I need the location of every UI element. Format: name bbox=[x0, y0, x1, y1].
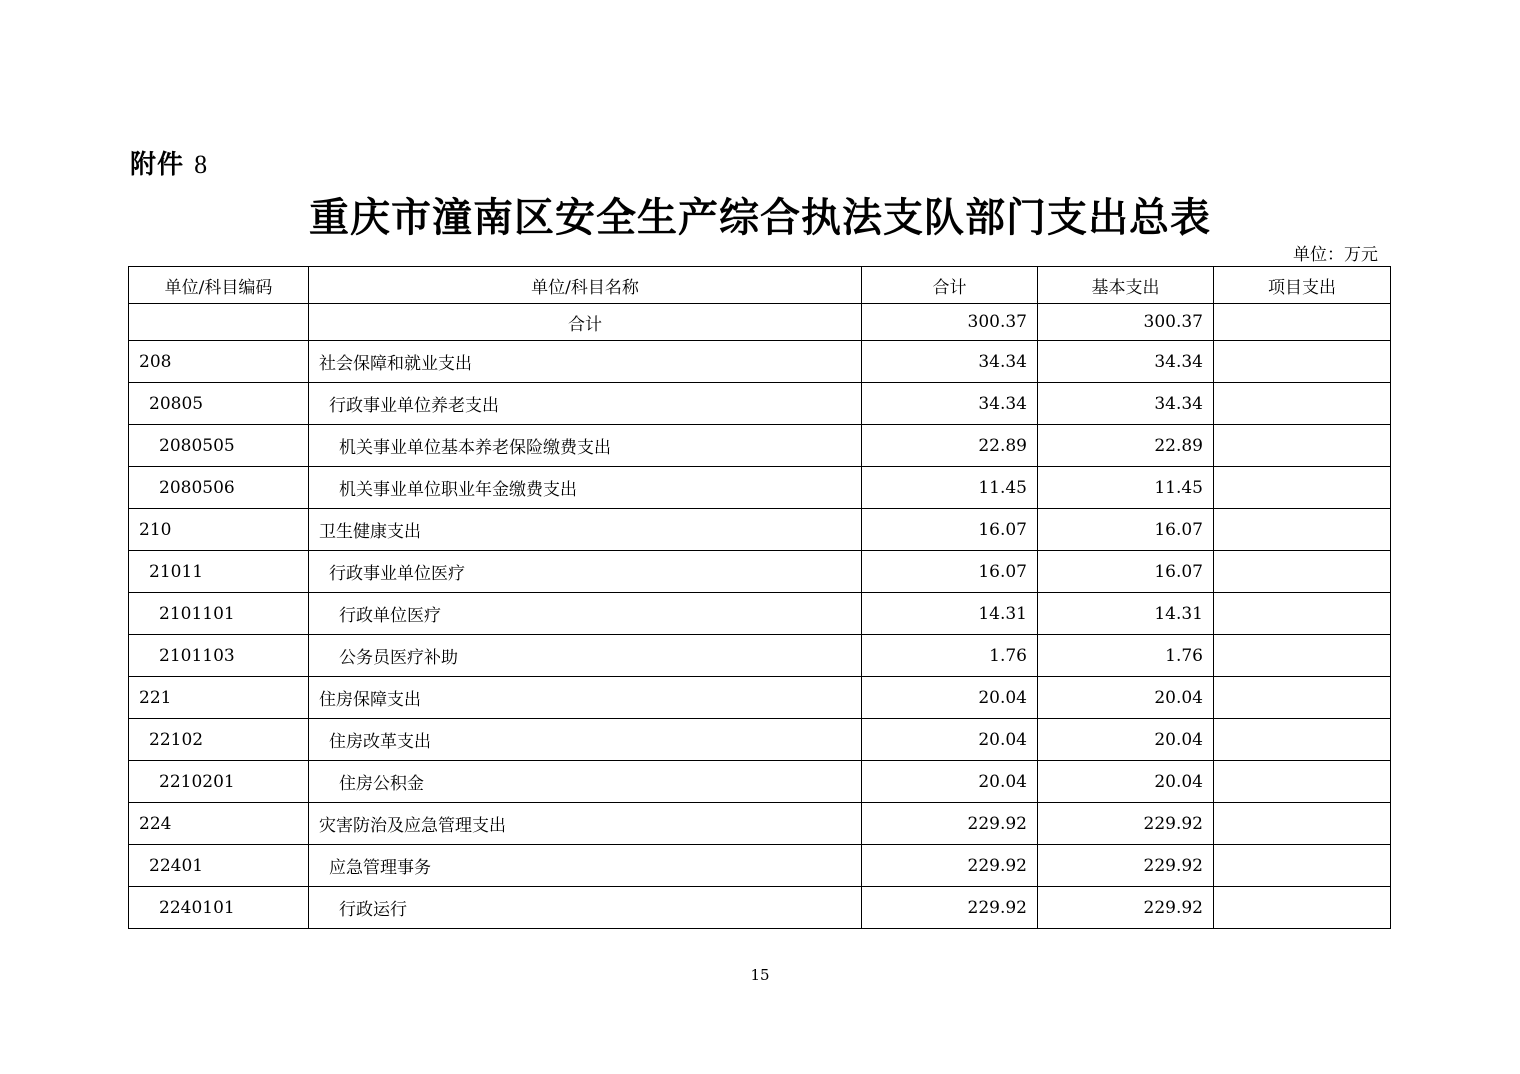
cell-basic: 20.04 bbox=[1038, 761, 1214, 803]
table-row bbox=[129, 509, 1391, 551]
cell-total: 1.76 bbox=[862, 635, 1038, 677]
cell-code: 21011 bbox=[129, 551, 309, 593]
cell-project bbox=[1214, 635, 1391, 677]
cell-name: 社会保障和就业支出 bbox=[309, 341, 862, 383]
cell-project bbox=[1214, 509, 1391, 551]
cell-basic: 20.04 bbox=[1038, 677, 1214, 719]
cell-code bbox=[129, 304, 309, 341]
cell-code: 2080505 bbox=[129, 425, 309, 467]
cell-basic: 229.92 bbox=[1038, 887, 1214, 929]
column-header-basic: 基本支出 bbox=[1038, 267, 1214, 304]
attachment-text: 附件 bbox=[130, 150, 185, 180]
cell-name: 机关事业单位职业年金缴费支出 bbox=[309, 467, 862, 509]
table-row bbox=[129, 887, 1391, 929]
cell-name: 行政运行 bbox=[309, 887, 862, 929]
page-number: 15 bbox=[750, 966, 770, 984]
table-row bbox=[129, 845, 1391, 887]
cell-basic: 34.34 bbox=[1038, 383, 1214, 425]
cell-project bbox=[1214, 551, 1391, 593]
cell-code: 2240101 bbox=[129, 887, 309, 929]
cell-code: 22102 bbox=[129, 719, 309, 761]
cell-total: 20.04 bbox=[862, 761, 1038, 803]
expenditure-table bbox=[128, 266, 1391, 929]
cell-code: 224 bbox=[129, 803, 309, 845]
cell-basic: 14.31 bbox=[1038, 593, 1214, 635]
cell-project bbox=[1214, 304, 1391, 341]
table-header-row bbox=[129, 267, 1391, 304]
cell-name: 住房改革支出 bbox=[309, 719, 862, 761]
cell-name: 卫生健康支出 bbox=[309, 509, 862, 551]
table-row bbox=[129, 635, 1391, 677]
column-header-code: 单位/科目编码 bbox=[129, 267, 309, 304]
attachment-number: 8 bbox=[194, 150, 209, 179]
cell-project bbox=[1214, 845, 1391, 887]
cell-basic: 34.34 bbox=[1038, 341, 1214, 383]
cell-total: 229.92 bbox=[862, 803, 1038, 845]
cell-code: 221 bbox=[129, 677, 309, 719]
attachment-label bbox=[130, 144, 208, 181]
cell-basic: 22.89 bbox=[1038, 425, 1214, 467]
cell-total: 300.37 bbox=[862, 304, 1038, 341]
cell-basic: 1.76 bbox=[1038, 635, 1214, 677]
cell-project bbox=[1214, 677, 1391, 719]
table-row bbox=[129, 341, 1391, 383]
cell-basic: 229.92 bbox=[1038, 803, 1214, 845]
cell-project bbox=[1214, 719, 1391, 761]
cell-code: 20805 bbox=[129, 383, 309, 425]
cell-code: 2080506 bbox=[129, 467, 309, 509]
table-total-row bbox=[129, 304, 1391, 341]
cell-project bbox=[1214, 887, 1391, 929]
table-row bbox=[129, 719, 1391, 761]
table-row bbox=[129, 551, 1391, 593]
cell-project bbox=[1214, 467, 1391, 509]
cell-total: 34.34 bbox=[862, 383, 1038, 425]
cell-project bbox=[1214, 341, 1391, 383]
table-row bbox=[129, 593, 1391, 635]
table-row bbox=[129, 425, 1391, 467]
cell-project bbox=[1214, 761, 1391, 803]
cell-total: 22.89 bbox=[862, 425, 1038, 467]
cell-project bbox=[1214, 803, 1391, 845]
table-row bbox=[129, 761, 1391, 803]
cell-name: 灾害防治及应急管理支出 bbox=[309, 803, 862, 845]
cell-total: 16.07 bbox=[862, 509, 1038, 551]
cell-name: 公务员医疗补助 bbox=[309, 635, 862, 677]
cell-total: 11.45 bbox=[862, 467, 1038, 509]
column-header-project: 项目支出 bbox=[1214, 267, 1391, 304]
cell-code: 208 bbox=[129, 341, 309, 383]
table-row bbox=[129, 383, 1391, 425]
cell-total: 34.34 bbox=[862, 341, 1038, 383]
column-header-total: 合计 bbox=[862, 267, 1038, 304]
cell-basic: 229.92 bbox=[1038, 845, 1214, 887]
cell-name: 住房保障支出 bbox=[309, 677, 862, 719]
unit-label: 单位：万元 bbox=[1293, 245, 1378, 265]
cell-code: 22401 bbox=[129, 845, 309, 887]
cell-total: 20.04 bbox=[862, 719, 1038, 761]
cell-code: 210 bbox=[129, 509, 309, 551]
page-title: 重庆市潼南区安全生产综合执法支队部门支出总表 bbox=[309, 194, 1211, 241]
cell-basic: 20.04 bbox=[1038, 719, 1214, 761]
cell-name: 行政事业单位养老支出 bbox=[309, 383, 862, 425]
cell-name: 住房公积金 bbox=[309, 761, 862, 803]
cell-code: 2101103 bbox=[129, 635, 309, 677]
table-row bbox=[129, 677, 1391, 719]
cell-name: 应急管理事务 bbox=[309, 845, 862, 887]
cell-code: 2210201 bbox=[129, 761, 309, 803]
column-header-name: 单位/科目名称 bbox=[309, 267, 862, 304]
cell-total: 229.92 bbox=[862, 887, 1038, 929]
cell-basic: 16.07 bbox=[1038, 551, 1214, 593]
cell-total: 229.92 bbox=[862, 845, 1038, 887]
cell-total: 16.07 bbox=[862, 551, 1038, 593]
cell-total: 20.04 bbox=[862, 677, 1038, 719]
cell-basic: 11.45 bbox=[1038, 467, 1214, 509]
cell-name: 机关事业单位基本养老保险缴费支出 bbox=[309, 425, 862, 467]
cell-basic: 16.07 bbox=[1038, 509, 1214, 551]
cell-project bbox=[1214, 425, 1391, 467]
cell-total: 14.31 bbox=[862, 593, 1038, 635]
cell-project bbox=[1214, 383, 1391, 425]
cell-code: 2101101 bbox=[129, 593, 309, 635]
cell-name: 行政事业单位医疗 bbox=[309, 551, 862, 593]
table-row bbox=[129, 803, 1391, 845]
table-row bbox=[129, 467, 1391, 509]
cell-name: 行政单位医疗 bbox=[309, 593, 862, 635]
cell-basic: 300.37 bbox=[1038, 304, 1214, 341]
cell-project bbox=[1214, 593, 1391, 635]
cell-name: 合计 bbox=[309, 304, 862, 341]
